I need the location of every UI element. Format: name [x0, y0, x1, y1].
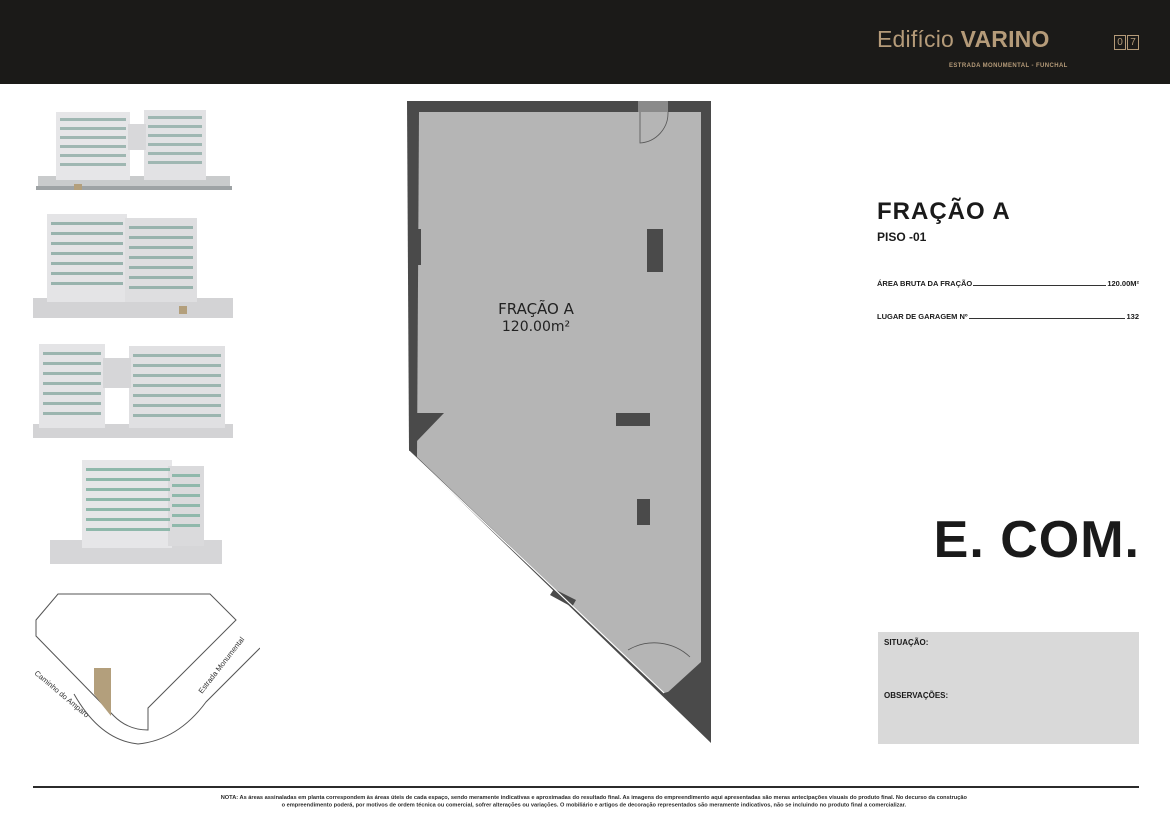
brand-subtitle: ESTRADA MONUMENTAL - FUNCHAL: [949, 63, 1068, 69]
site-location-map: [28, 590, 260, 750]
area-spec-row: [877, 279, 1139, 288]
parking-value: 132: [1126, 312, 1139, 321]
road-label-left: Caminho do Amparo: [32, 668, 91, 720]
area-value: 120.00M²: [1107, 279, 1139, 288]
building-render-2: [33, 210, 233, 318]
footer-divider: [33, 786, 1139, 788]
floor-plan-window: [638, 101, 668, 112]
area-label: ÁREA BRUTA DA FRAÇÃO: [877, 279, 973, 288]
plan-unit-area: 120.00m²: [501, 319, 571, 335]
observacoes-label: OBSERVAÇÕES:: [884, 691, 949, 700]
unit-title: FRAÇÃO A: [877, 198, 1011, 225]
footer-note-line: NOTA: As áreas assinaladas em planta correspondem às áreas úteis de cada espaço, sendo meramente indicativas e aproximadas do resultado final. As imagens do empreendimento aqui apresentadas são meras antecipações visuais do produto final. No decurso da construção: [220, 794, 967, 801]
parking-label: LUGAR DE GARAGEM Nº: [877, 312, 968, 321]
parking-spec-row: [877, 312, 1139, 321]
footer-note: [100, 794, 1088, 809]
brand-name-bold: VARINO: [960, 26, 1050, 52]
floor-plan-column: [647, 229, 663, 272]
road-label-right: Estrada Monumental: [196, 635, 247, 696]
parking-leader-line: [969, 318, 1126, 319]
unit-type-code: E. COM.: [933, 511, 1140, 569]
unit-floor: PISO -01: [877, 230, 927, 244]
brand-number-digit: 0: [1114, 35, 1126, 50]
building-render-3: [33, 340, 233, 438]
plan-unit-label: FRAÇÃO A: [498, 300, 574, 318]
brand-name-light: Edifício: [877, 26, 955, 52]
header-bar: [0, 0, 1170, 84]
building-render-4: [50, 456, 222, 564]
footer-note-line: o empreendimento poderá, por motivos de ordem técnica ou comercial, sofrer alterações ou variações. O mobiliário e artigos de decoração representados são meramente indicativos, não se incluindo no produto final a comercializar.: [281, 802, 907, 809]
floor-plan-column: [616, 413, 650, 426]
floor-plan-floor: [417, 112, 701, 693]
situacao-label: SITUAÇÃO:: [884, 638, 929, 647]
floor-plan-column: [410, 229, 421, 265]
floor-plan-column: [637, 499, 650, 525]
floor-plan: [380, 95, 740, 755]
unit-location-marker: [94, 668, 111, 716]
status-box: [878, 632, 1139, 744]
brand-number-digit: 7: [1127, 35, 1139, 50]
area-leader-line: [973, 285, 1106, 286]
brand-name: [877, 26, 1050, 53]
building-render-1: [36, 104, 232, 196]
